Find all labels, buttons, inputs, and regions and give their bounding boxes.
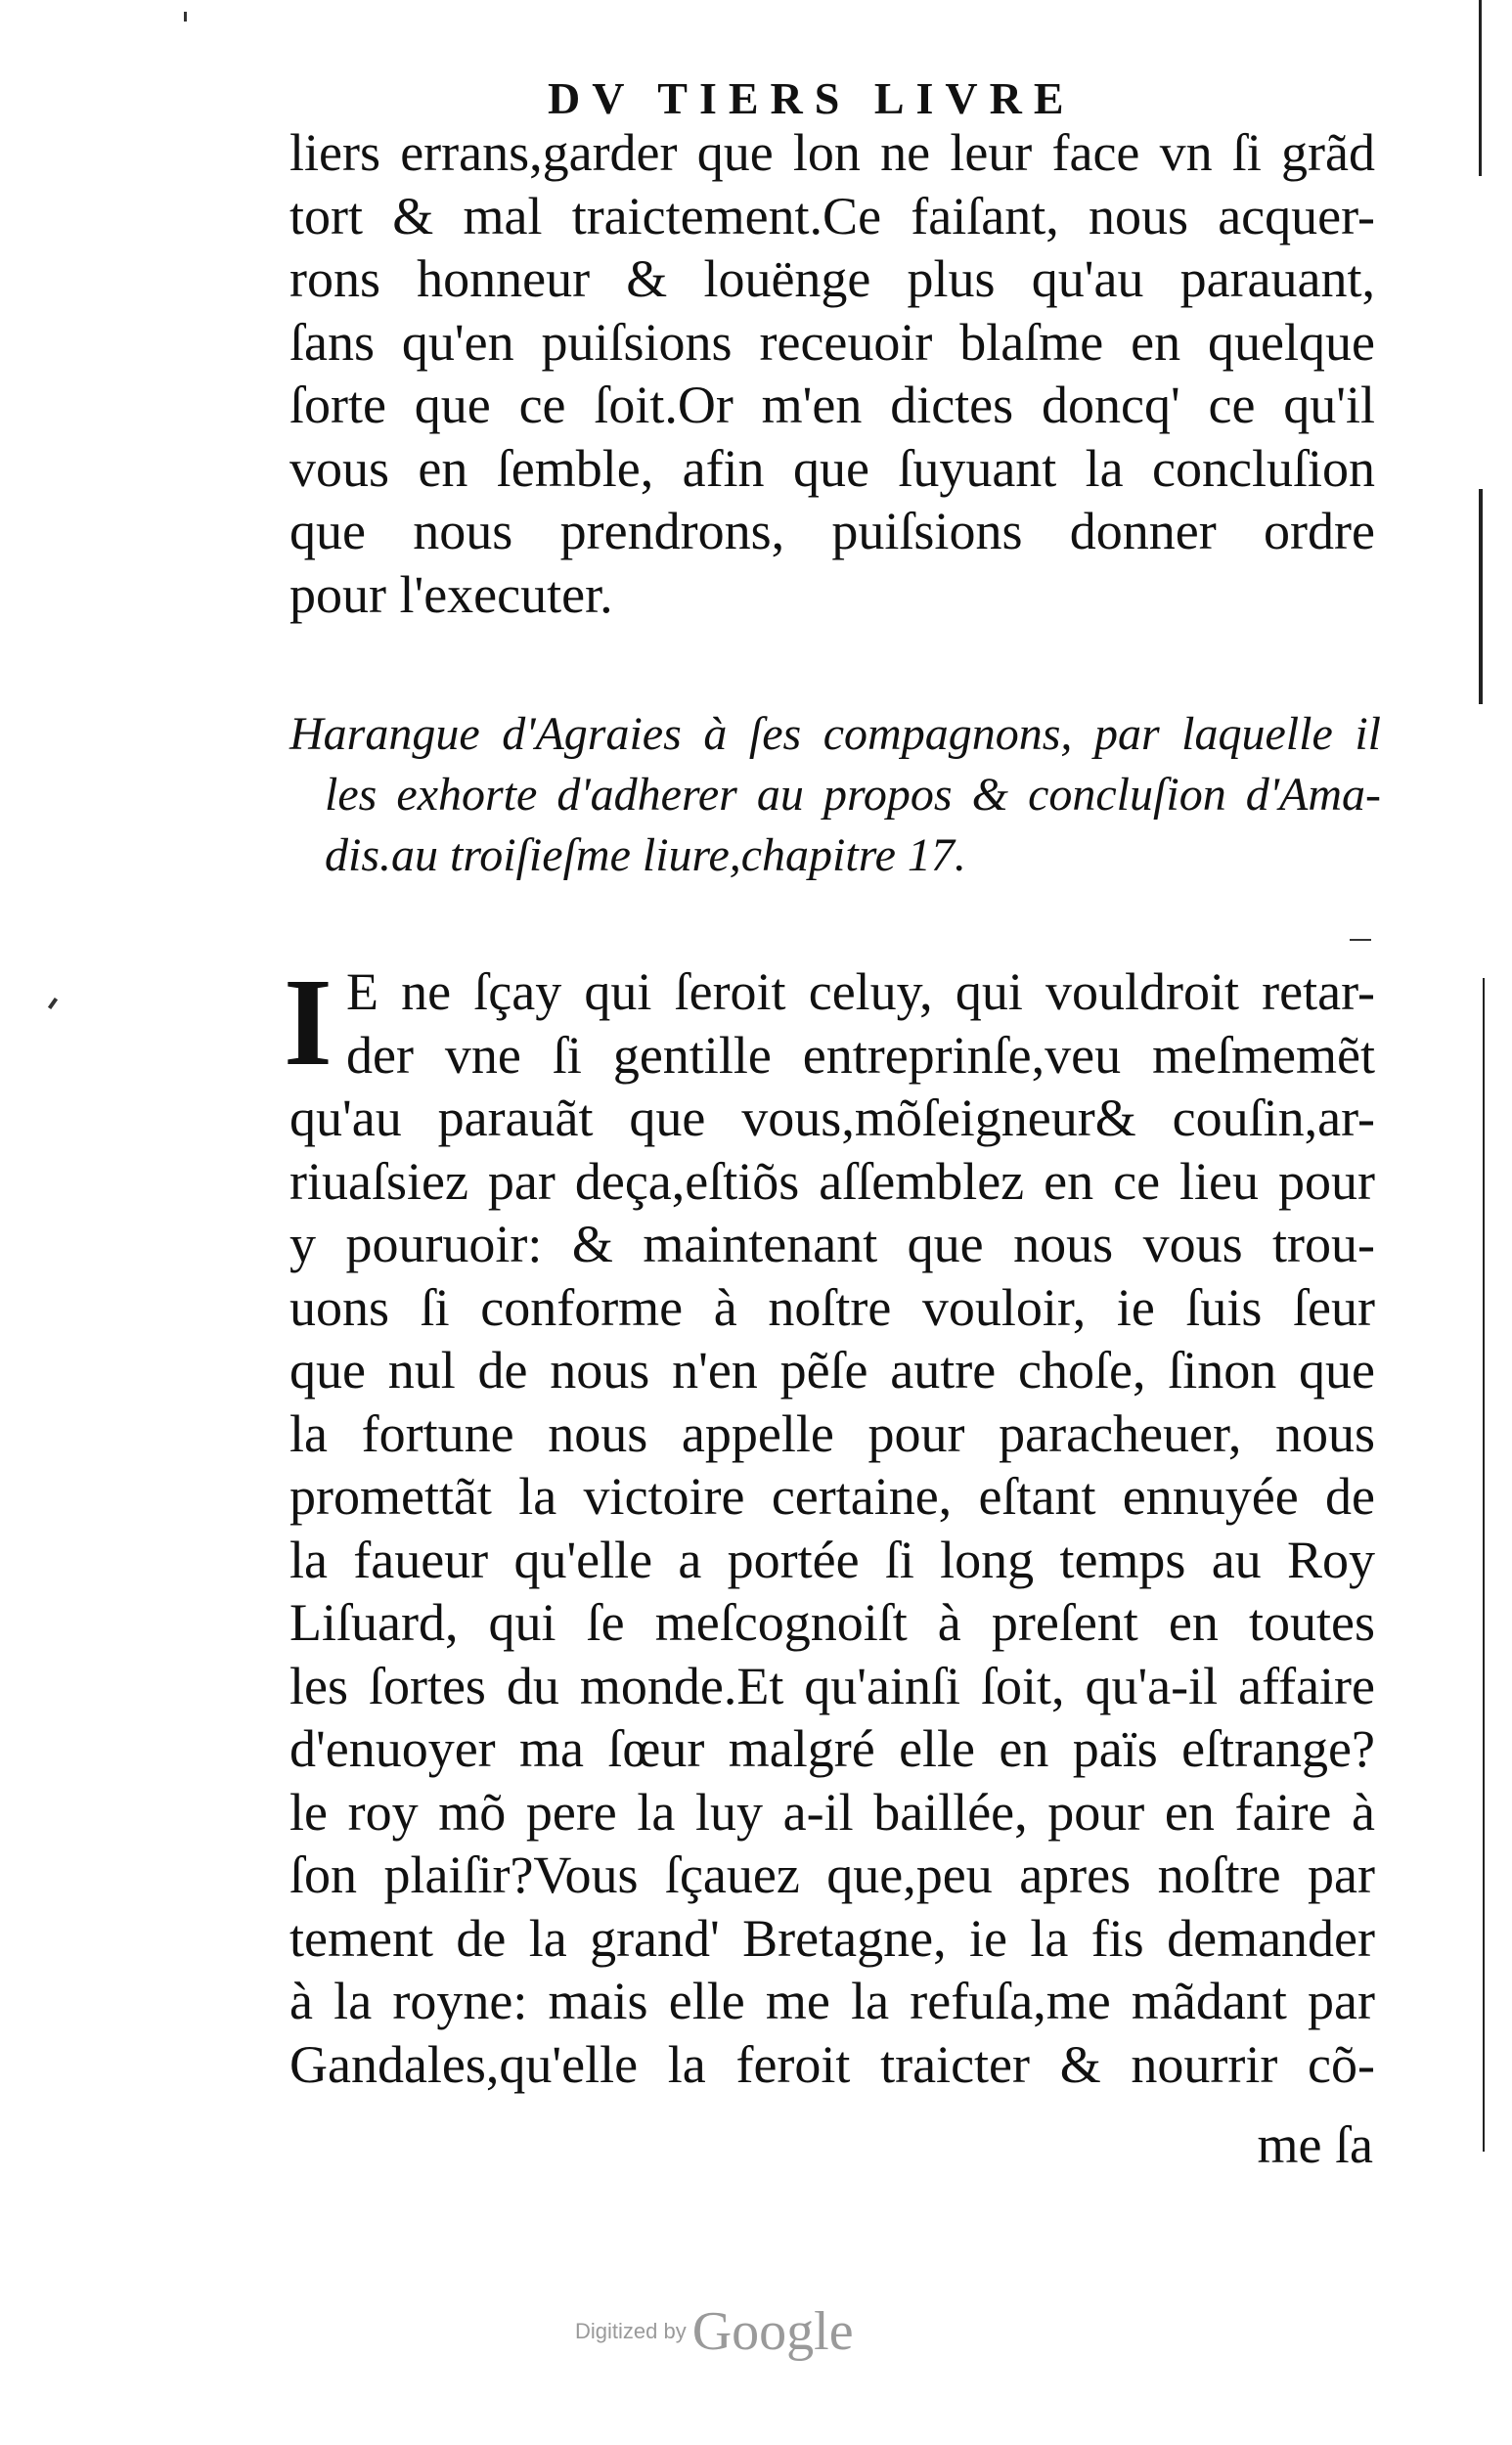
paragraph-2 bbox=[284, 953, 1375, 2096]
scan-speck bbox=[48, 998, 58, 1009]
text-line: à la royne: mais elle me la refuſa,me mãdant par bbox=[289, 1972, 1375, 2030]
text-line: vous en ſemble, afin que ſuyuant la concluſion bbox=[289, 438, 1375, 498]
text-line: le roy mõ pere la luy a-il baillée, pour en faire à bbox=[289, 1782, 1375, 1842]
text-line-content: E ne ſçay qui ſeroit celuy, qui vouldroit retar- bbox=[346, 962, 1375, 1021]
text-line: tort & mal traictement.Ce faiſant, nous acquer- bbox=[289, 186, 1375, 245]
heading-line: Harangue d'Agraies à ſes compagnons, par laquelle il bbox=[289, 708, 1381, 760]
text-line: les ſortes du monde.Et qu'ainſi ſoit, qu'a-il affaire bbox=[289, 1656, 1375, 1715]
text-line: tement de la grand' Bretagne, ie la fis demander bbox=[289, 1908, 1375, 1968]
binding-edge-line bbox=[1479, 0, 1482, 176]
text-line: la faueur qu'elle a portée ſi long temps au Roy bbox=[289, 1530, 1375, 1589]
heading-line: les exhorte d'adherer au propos & concluſion d'Ama- bbox=[325, 769, 1381, 821]
text-line: uons ſi conforme à noſtre vouloir, ie ſuis ſeur bbox=[289, 1277, 1375, 1337]
text-line: d'enuoyer ma ſœur malgré elle en païs eſtrange? bbox=[289, 1719, 1375, 1778]
text-line: liers errans,garder que lon ne leur face vn ſi grãd bbox=[289, 123, 1375, 182]
text-line: der vne ſi gentille entreprinſe,veu meſmemẽt bbox=[346, 1025, 1375, 1085]
text-line: riuaſsiez par deça,eſtiõs aſſemblez en ce lieu pour bbox=[289, 1151, 1375, 1211]
paragraph-1 bbox=[289, 121, 1375, 626]
heading-line: dis.au troiſieſme liure,chapitre 17. bbox=[325, 829, 966, 881]
text-line: Liſuard, qui ſe meſcognoiſt à preſent en toutes bbox=[289, 1593, 1375, 1652]
drop-cap: I bbox=[284, 953, 333, 1091]
scan-speck bbox=[184, 12, 187, 22]
text-line: y pouruoir: & maintenant que nous vous trou- bbox=[289, 1215, 1375, 1273]
text-line: ſorte que ce ſoit.Or m'en dictes doncq' ce qu'il bbox=[289, 376, 1375, 434]
text-line: qu'au parauãt que vous,mõſeigneur& couſin,ar- bbox=[289, 1089, 1375, 1147]
binding-edge-line bbox=[1479, 489, 1483, 704]
running-head: DV TIERS LIVRE bbox=[548, 73, 1076, 123]
scan-speck bbox=[1350, 939, 1371, 941]
binding-edge-line bbox=[1483, 978, 1485, 2152]
text-line: ſans qu'en puiſsions receuoir blaſme en quelque bbox=[289, 312, 1375, 372]
text-line: que nous prendrons, puiſsions donner ordre bbox=[289, 502, 1375, 560]
watermark-prefix: Digitized by bbox=[575, 2319, 687, 2343]
digitization-watermark bbox=[575, 2300, 854, 2363]
text-line: ſon plaiſir?Vous ſçauez que,peu apres noſtre par bbox=[289, 1845, 1375, 1904]
text-line: Gandales,qu'elle la feroit traicter & nourrir cõ- bbox=[289, 2034, 1375, 2094]
text-line: la fortune nous appelle pour paracheuer, nous bbox=[289, 1403, 1375, 1463]
text-line: promettãt la victoire certaine, eſtant ennuyée de bbox=[289, 1467, 1375, 1526]
text-line: pour l'executer. bbox=[289, 564, 613, 624]
chapter-heading bbox=[289, 704, 1381, 886]
catchword: me ſa bbox=[1257, 2115, 1373, 2174]
watermark-brand: Google bbox=[691, 2301, 854, 2362]
text-line: rons honneur & louënge plus qu'au parauant, bbox=[289, 249, 1375, 308]
text-line: que nul de nous n'en pẽſe autre choſe, ſinon que bbox=[289, 1341, 1375, 1400]
